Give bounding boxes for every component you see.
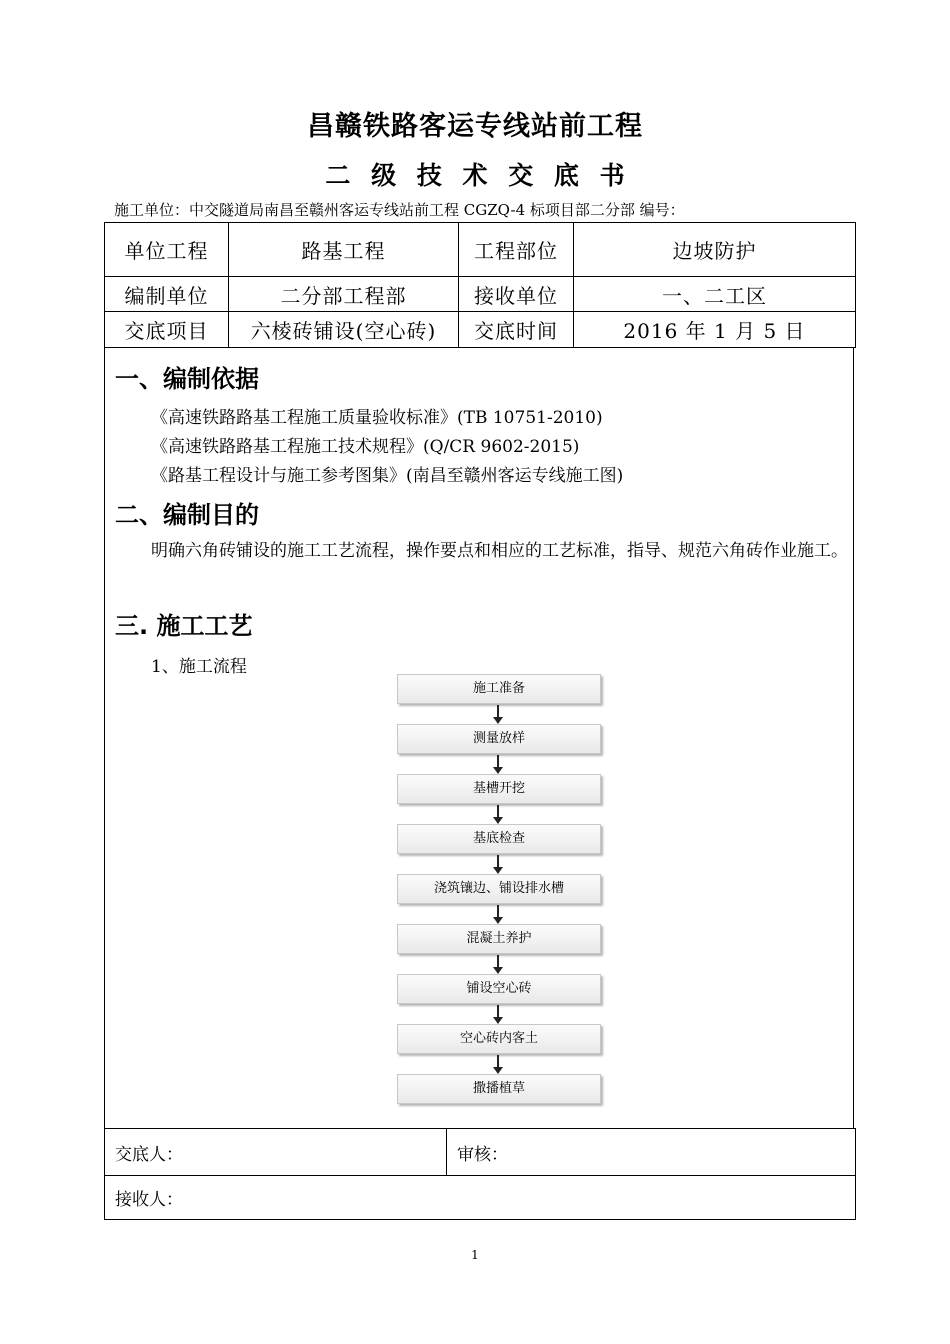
info-table bbox=[104, 222, 856, 348]
flow-arrow bbox=[497, 855, 499, 868]
info-row bbox=[105, 312, 856, 348]
page-number: 1 bbox=[471, 1248, 479, 1262]
section-heading-process: 三. 施工工艺 bbox=[115, 612, 253, 640]
document-title: 昌赣铁路客运专线站前工程 bbox=[307, 111, 643, 142]
signature-table bbox=[104, 1128, 856, 1220]
info-cell: 单位工程 bbox=[105, 223, 229, 277]
info-cell: 一、二工区 bbox=[574, 277, 856, 312]
info-cell: 路基工程 bbox=[229, 223, 459, 277]
briefer-field: 交底人： bbox=[105, 1129, 447, 1176]
flow-arrow bbox=[497, 955, 499, 968]
flow-step: 混凝土养护 bbox=[397, 924, 601, 954]
info-cell: 2016 年 1 月 5 日 bbox=[574, 312, 856, 348]
signature-row bbox=[105, 1176, 856, 1220]
construction-unit-line: 施工单位：中交隧道局南昌至赣州客运专线站前工程 CGZQ-4 标项目部二分部 编号： bbox=[114, 201, 685, 219]
flow-arrow bbox=[497, 1055, 499, 1068]
flow-step: 基底检查 bbox=[397, 824, 601, 854]
signature-row bbox=[105, 1129, 856, 1176]
flow-arrow bbox=[497, 805, 499, 818]
flow-step: 浇筑镶边、铺设排水槽 bbox=[397, 874, 601, 904]
flow-step: 施工准备 bbox=[397, 674, 601, 704]
flow-arrow bbox=[497, 705, 499, 718]
info-row bbox=[105, 277, 856, 312]
flow-step: 撒播植草 bbox=[397, 1074, 601, 1104]
section-heading-purpose: 二、编制目的 bbox=[115, 501, 259, 529]
flow-step: 铺设空心砖 bbox=[397, 974, 601, 1004]
content-box bbox=[104, 347, 854, 1129]
basis-item: 《高速铁路路基工程施工技术规程》(Q/CR 9602-2015) bbox=[151, 437, 580, 457]
flow-step: 基槽开挖 bbox=[397, 774, 601, 804]
info-cell: 接收单位 bbox=[459, 277, 574, 312]
info-cell: 工程部位 bbox=[459, 223, 574, 277]
basis-item: 《高速铁路路基工程施工质量验收标准》(TB 10751-2010) bbox=[151, 408, 603, 428]
flow-step: 测量放样 bbox=[397, 724, 601, 754]
info-cell: 交底项目 bbox=[105, 312, 229, 348]
info-cell: 边坡防护 bbox=[574, 223, 856, 277]
info-cell: 二分部工程部 bbox=[229, 277, 459, 312]
info-cell: 六棱砖铺设(空心砖) bbox=[229, 312, 459, 348]
reviewer-field: 审核： bbox=[447, 1129, 856, 1176]
flow-arrow bbox=[497, 905, 499, 918]
info-row bbox=[105, 223, 856, 277]
flow-arrow bbox=[497, 755, 499, 768]
document-subtitle: 二 级 技 术 交 底 书 bbox=[325, 161, 625, 190]
info-cell: 交底时间 bbox=[459, 312, 574, 348]
flow-step: 空心砖内客土 bbox=[397, 1024, 601, 1054]
receiver-field: 接收人： bbox=[105, 1176, 856, 1220]
purpose-paragraph: 明确六角砖铺设的施工工艺流程，操作要点和相应的工艺标准，指导、规范六角砖作业施工。 bbox=[151, 541, 848, 561]
process-subheading: 1、施工流程 bbox=[151, 657, 247, 677]
basis-item: 《路基工程设计与施工参考图集》(南昌至赣州客运专线施工图) bbox=[151, 466, 624, 486]
flow-arrow bbox=[497, 1005, 499, 1018]
info-cell: 编制单位 bbox=[105, 277, 229, 312]
section-heading-basis: 一、编制依据 bbox=[115, 365, 259, 393]
